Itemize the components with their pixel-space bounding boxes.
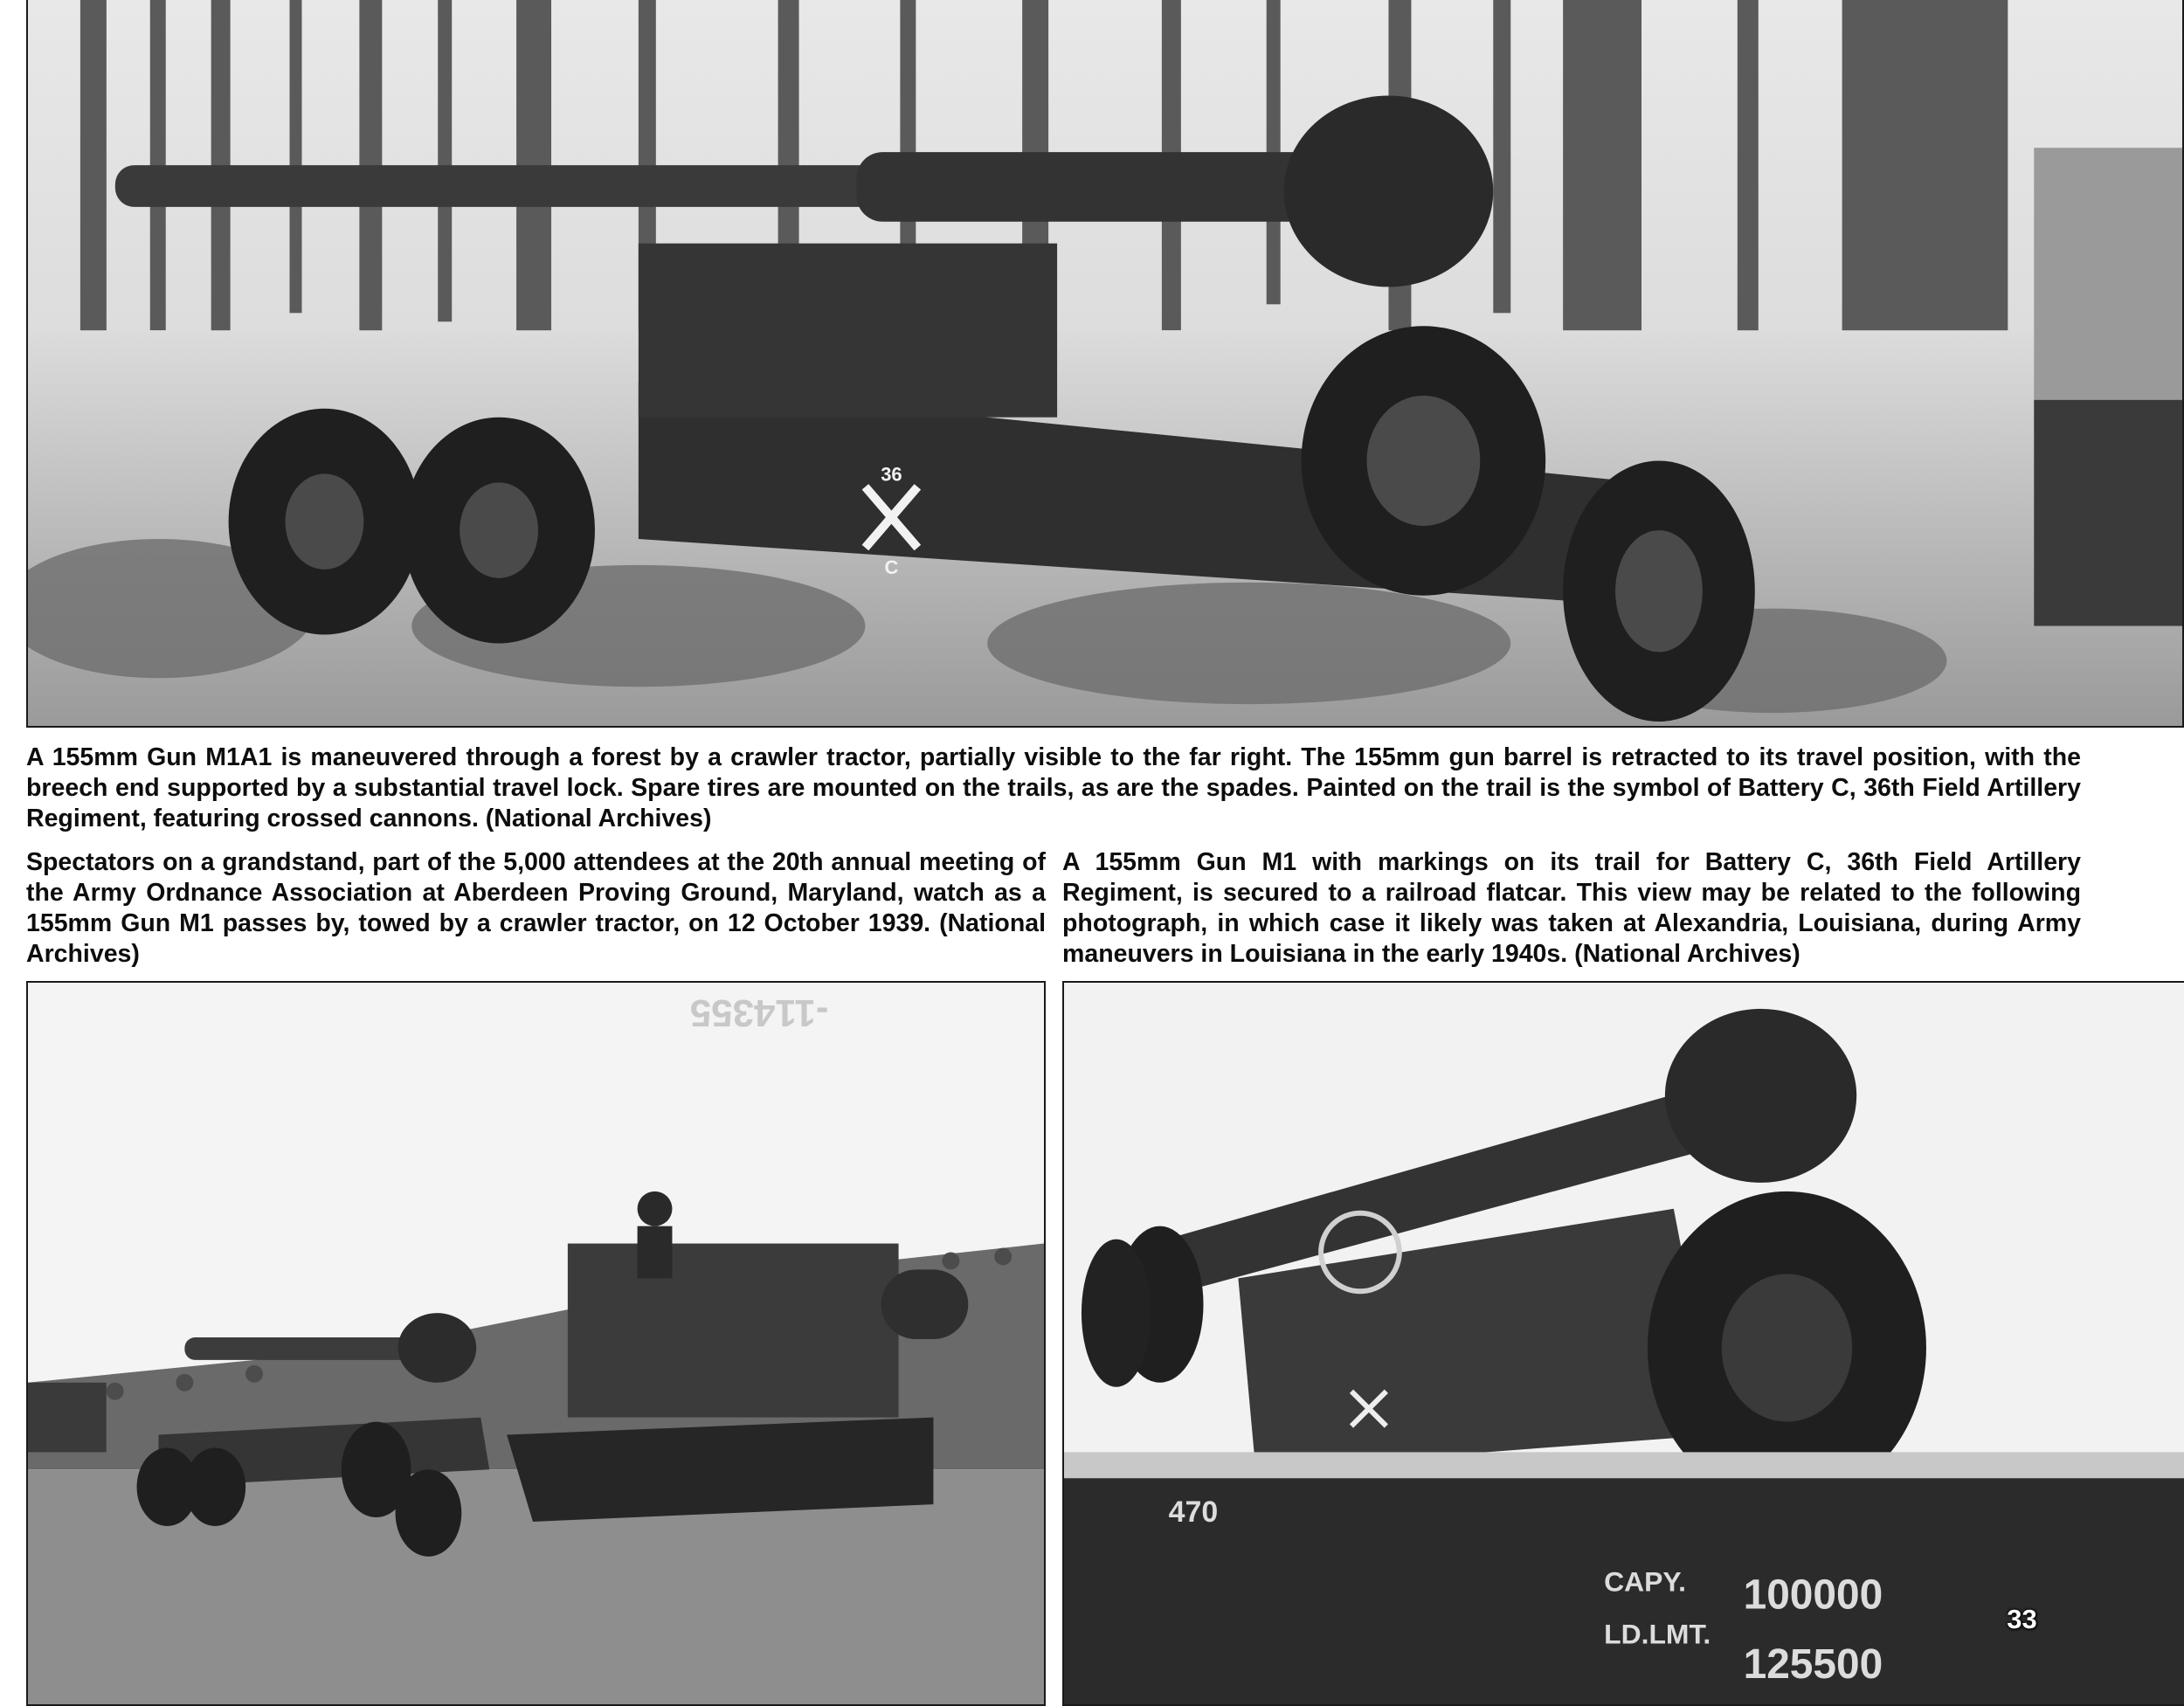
trail-number-marking: 36 xyxy=(881,463,902,486)
caption-gun-in-forest: A 155mm Gun M1A1 is maneuvered through a forest by a crawler tractor, partially visible to the far right. The 155mm gun barrel is retracted to its travel position, with the breech end supported by a substantial travel lock. Spare tires are mounted on the trails, as are the spades. Painted on the trail is the symbol of Battery C, 36th Field Artillery Regiment, featuring crossed cannons. (National Archives) xyxy=(26,743,2081,832)
photo-gun-in-forest-illustration xyxy=(28,0,2182,726)
photo-railroad-flatcar xyxy=(1062,981,2184,1706)
photo-railroad-flatcar-illustration xyxy=(1064,983,2184,1704)
flatcar-ldlmt-marking: LD.LMT. xyxy=(1604,1618,1711,1650)
photo-grandstand-parade-illustration xyxy=(28,983,1044,1704)
flatcar-number-marking: 470 xyxy=(1168,1495,1219,1530)
trail-letter-marking: C xyxy=(884,556,899,578)
negative-number-marking: -114355 xyxy=(689,991,829,1034)
flatcar-capy-marking: CAPY. xyxy=(1604,1565,1687,1598)
flatcar-value1-marking: 100000 xyxy=(1743,1571,1883,1619)
caption-grandstand-parade: Spectators on a grandstand, part of the 5,000 attendees at the 20th annual meeting of the Army Ordnance Association at Aberdeen Proving Ground, Maryland, watch as a 155mm Gun M1 passes by, towed by a crawler tractor, on 12 October 1939. (National Archives) xyxy=(26,848,1046,968)
photo-grandstand-parade xyxy=(26,981,1046,1706)
page-number: 33 xyxy=(2007,1604,2037,1634)
photo-gun-in-forest xyxy=(26,0,2184,728)
flatcar-value2-marking: 125500 xyxy=(1743,1641,1883,1689)
caption-railroad-flatcar: A 155mm Gun M1 with markings on its trail for Battery C, 36th Field Artillery Regiment, is secured to a railroad flatcar. This view may be related to the following photograph, in which case it likely was taken at Alexandria, Louisiana, during Army maneuvers in Louisiana in the early 1940s. (National Archives) xyxy=(1062,848,2081,968)
